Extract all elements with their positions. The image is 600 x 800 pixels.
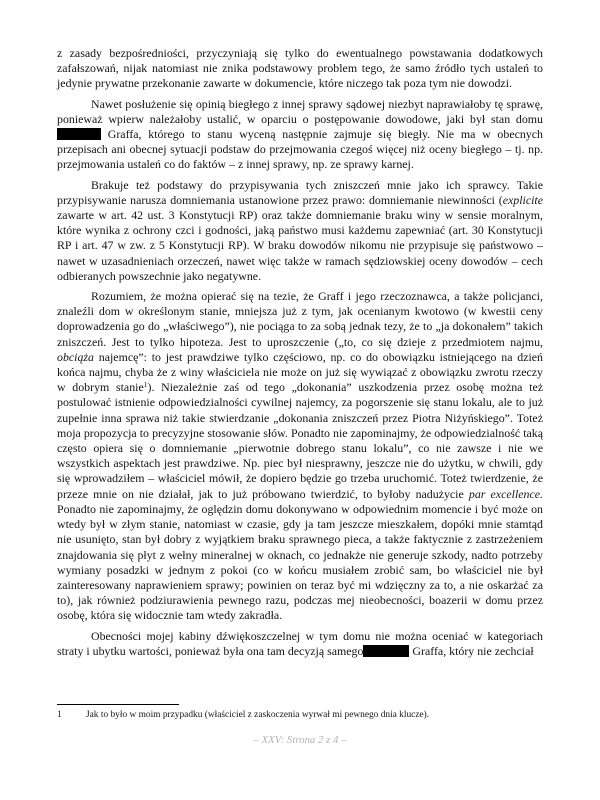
- paragraph-2-text-b: Graffa, którego to stanu wyceną następnie zajmuje się biegły. Nie ma w obecnych przepisach ani obecnej sytuacji podstaw do przejmowania czegoś więcej niż oceny biegłego – tj. np. przejmowania ustaleń co do faktów – z innej sprawy, np. ze sprawy karnej.: [57, 127, 543, 172]
- paragraph-3-text-a: Brakuje też podstawy do przypisywania tych zniszczeń mnie jako ich sprawcy. Takie przypisywanie narusza domniemania ustanowione przez prawo: domniemanie niewinności (: [57, 177, 543, 207]
- paragraph-4: [57, 289, 543, 623]
- paragraph-4-text-d: Ponadto nie zapominajmy, że oględzin domu dokonywano w odpowiednim momencie i być może on wtedy był w złym stanie, natomiast w czasie, gdy ja tam jeszcze mieszkałem, dopóki mnie stamtąd nie usunięto, stan był dobry z wyjątkiem braku sprawnego pieca, a także faktycznie z zastrzeżeniem znajdowania się płyt z wełny mineralnej w oknach, co jednakże nie generuje szkody, nadto potrzeby wymiany posadzki w jednym z pokoi (co w końcu musiałem zrobić sam, bo właściciel nie był zainteresowany naprawieniem sprawy; powinien on teraz być mi wdzięczny za to, a nie oskarżać za to), jak również podziurawienia pewnego razu, podczas mej nieobecności, boazerii w domu przez osobę, która się widocznie tam wtedy zakradła.: [57, 501, 543, 623]
- paragraph-3-italic: explicite: [502, 192, 543, 207]
- footnote-reference[interactable]: 1: [143, 380, 148, 390]
- footnote-separator: [57, 704, 179, 705]
- paragraph-4-italic-2: par excellence.: [468, 486, 543, 501]
- footnote: [57, 709, 543, 721]
- paragraph-3-text-b: zawarte w art. 42 ust. 3 Konstytucji RP) oraz także domniemanie braku winy w sensie moralnym, które wynika z ochrony czci i godności, jaką państwo musi każdemu zapewniać (art. 30 Konstytucji RP i art. 47 w zw. z 5 Konstytucji RP). W braku dowodów nikomu nie przypisuje się państwowo – nawet w uzasadnieniach orzeczeń, nawet więc także w ramach sędziowskiej oceny dowodów – cech odbieranych powszechnie jako negatywne.: [57, 208, 543, 283]
- page-footer: – XXV: Strona 2 z 4 –: [253, 734, 347, 746]
- paragraph-5-text-a: Obecności mojej kabiny dźwiękoszczelnej w tym domu nie można oceniać w kategoriach straty i ubytku wartości, ponieważ była ona tam decyzją samego: [57, 628, 543, 658]
- redaction-block: [57, 128, 101, 140]
- paragraph-1-text: z zasady bezpośredniości, przyczyniają się tylko do ewentualnego powstawania dodatkowych zafałszowań, nijak natomiast nie znika podstawowy problem tego, że samo źródło tych ustaleń to jedynie prywatne przekonanie zawarte w dokumencie, które niczego tak poza tym nie dowodzi.: [57, 46, 543, 91]
- paragraph-4-text-b: najemcę”: to jest prawdziwe tylko częściowo, np. co do obowiązku istniejącego na dzień końca najmu, chyba że z winy właściciela nie może on już się wywiązać z obowiązku zwrotu rzeczy w dobrym stanie: [57, 349, 543, 395]
- paragraph-4-text-c: ). Niezależnie zaś od tego „dokonania” uszkodzenia przez osobę można też postulować istnienie odpowiedzialności cywilnej najemcy, za pogorszenie się stanu lokalu, ale to już zupełnie inna sprawa niż takie stwierdzanie „dokonania zniszczeń przez Piotra Niżyńskiego”. Toteż moja propozycja to precyzyjne stosowanie słów. Ponadto nie zapominajmy, że odpowiedzialność taką często opiera się o domniemanie „pierwotnie dobrego stanu lokalu”, co nie zawsze i nie we wszystkich aspektach jest prawdziwe. Np. piec był niesprawny, jeszcze nie do użytku, w chwili, gdy się wprowadziłem – właściciel mówił, że dopiero będzie go trzeba uruchomić. Toteż twierdzenie, że przeze mnie on nie działał, jak to już próbowano twierdzić, to byłoby nadużycie: [57, 380, 544, 501]
- paragraph-2: [57, 97, 543, 173]
- paragraph-2-text-a: Nawet posłużenie się opinią biegłego z innej sprawy sądowej niezbyt naprawiałoby tę sprawę, ponieważ wpierw należałoby ustalić, w oparciu o postępowanie dowodowe, jaki był stan domu: [57, 96, 543, 126]
- footnote-number: 1: [57, 710, 62, 720]
- paragraph-4-text-a: Rozumiem, że można opierać się na tezie, że Graff i jego rzeczoznawca, a także policjanci, znaleźli dom w określonym stanie, mniejsza już z tym, jak ocenianym kwotowo (w kwestii ceny doprowadzenia go do „właściwego”), nie pociąga to za sobą jednak tezy, że to „ja dokonałem” takich zniszczeń. Jest to tylko hipoteza. Jest to uproszczenie („to, co się dzieje z przedmiotem najmu,: [57, 289, 543, 349]
- paragraph-1: [57, 46, 543, 92]
- footnote-text: Jak to było w moim przypadku (właściciel z zaskoczenia wyrwał mi pewnego dnia klucze).: [86, 710, 430, 720]
- paragraph-3: [57, 178, 543, 284]
- paragraph-5: [57, 629, 543, 659]
- redaction-block: [363, 645, 409, 657]
- paragraph-5-text-b: Graffa, który nie zechciał: [409, 643, 534, 658]
- paragraph-4-italic-1: obciąża: [57, 349, 94, 364]
